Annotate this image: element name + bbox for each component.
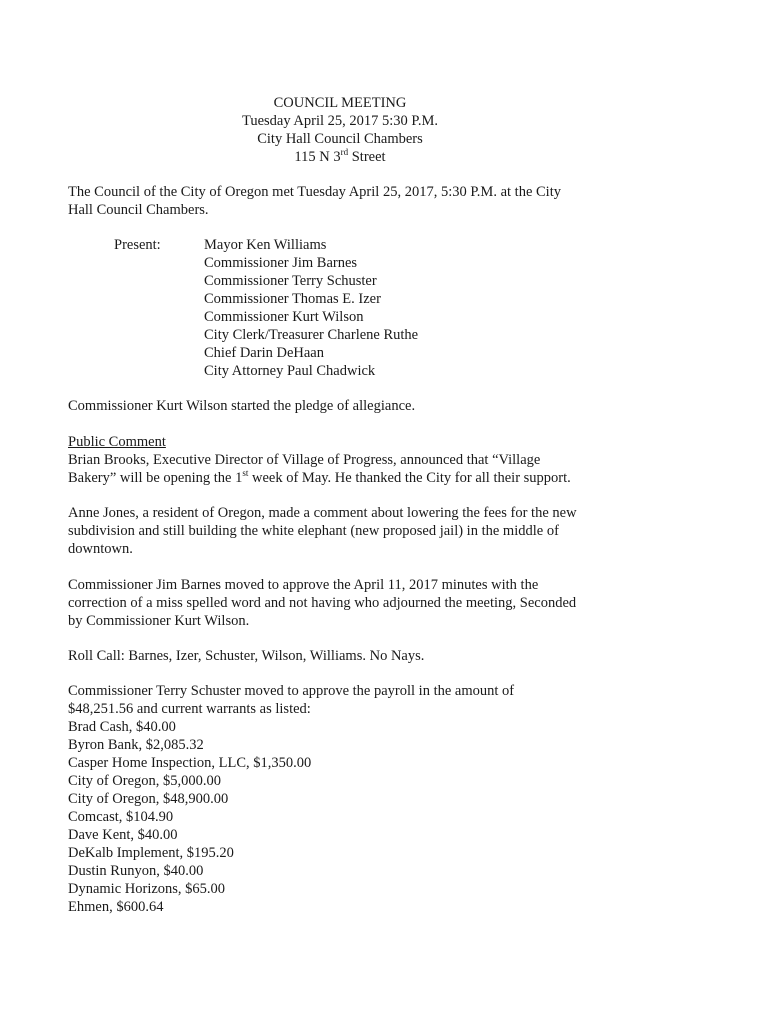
pledge-line: Commissioner Kurt Wilson started the pledge of allegiance. <box>68 398 416 414</box>
warrant-item: Casper Home Inspection, LLC, $1,350.00 <box>68 755 312 771</box>
warrant-item: Dave Kent, $40.00 <box>68 827 178 843</box>
intro-line: The Council of the City of Oregon met Tuesday April 25, 2017, 5:30 P.M. at the City <box>68 184 561 200</box>
warrant-item: City of Oregon, $5,000.00 <box>68 773 222 789</box>
payroll-line: $48,251.56 and current warrants as listed: <box>68 701 311 717</box>
address-main: 115 N 3 <box>294 149 341 165</box>
roll-call-paragraph <box>68 647 628 665</box>
resident-comment-paragraph <box>68 504 628 558</box>
intro-line: Hall Council Chambers. <box>68 202 209 218</box>
minutes-motion-paragraph <box>68 576 628 630</box>
comment-text: Bakery” will be opening the 1 <box>68 470 243 486</box>
present-member: Mayor Ken Williams <box>204 237 327 253</box>
motion-line: Commissioner Jim Barnes moved to approve the April 11, 2017 minutes with the <box>68 577 539 593</box>
warrant-item: Brad Cash, $40.00 <box>68 719 176 735</box>
meeting-location: City Hall Council Chambers <box>257 131 423 147</box>
comment-line <box>68 469 628 487</box>
public-comment-section <box>68 433 628 487</box>
present-member: Commissioner Kurt Wilson <box>204 309 364 325</box>
present-member: Chief Darin DeHaan <box>204 345 324 361</box>
address-superscript: rd <box>340 147 349 157</box>
comment-text: week of May. He thanked the City for all their support. <box>248 470 571 486</box>
meeting-header <box>68 94 612 166</box>
comment-line: downtown. <box>68 541 133 557</box>
roll-call-line: Roll Call: Barnes, Izer, Schuster, Wilson, Williams. No Nays. <box>68 648 425 664</box>
present-label: Present: <box>114 237 161 253</box>
pledge-paragraph <box>68 397 628 415</box>
motion-line: correction of a miss spelled word and not having who adjourned the meeting, Seconded <box>68 595 577 611</box>
meeting-datetime: Tuesday April 25, 2017 5:30 P.M. <box>241 113 439 129</box>
comment-line: Brian Brooks, Executive Director of Village of Progress, announced that “Village <box>68 452 541 468</box>
payroll-line: Commissioner Terry Schuster moved to approve the payroll in the amount of <box>68 683 515 699</box>
warrant-item: Comcast, $104.90 <box>68 809 174 825</box>
comment-line: Anne Jones, a resident of Oregon, made a comment about lowering the fees for the new <box>68 505 577 521</box>
warrant-item: DeKalb Implement, $195.20 <box>68 845 234 861</box>
present-list <box>204 236 418 380</box>
present-member: City Attorney Paul Chadwick <box>204 363 376 379</box>
warrant-item: Dustin Runyon, $40.00 <box>68 863 204 879</box>
present-member: Commissioner Terry Schuster <box>204 273 377 289</box>
warrant-item: Dynamic Horizons, $65.00 <box>68 881 226 897</box>
warrant-item: City of Oregon, $48,900.00 <box>68 791 229 807</box>
payroll-motion-paragraph <box>68 682 628 916</box>
intro-paragraph <box>68 183 628 219</box>
motion-line: by Commissioner Kurt Wilson. <box>68 613 250 629</box>
warrant-item: Byron Bank, $2,085.32 <box>68 737 204 753</box>
public-comment-heading: Public Comment <box>68 434 166 450</box>
ordinal-superscript: st <box>242 468 249 478</box>
warrant-item: Ehmen, $600.64 <box>68 899 164 915</box>
present-member: Commissioner Thomas E. Izer <box>204 291 381 307</box>
present-member: Commissioner Jim Barnes <box>204 255 358 271</box>
comment-line: subdivision and still building the white elephant (new proposed jail) in the middle of <box>68 523 559 539</box>
meeting-address <box>68 148 612 166</box>
meeting-title: COUNCIL MEETING <box>273 95 407 111</box>
present-member: City Clerk/Treasurer Charlene Ruthe <box>204 327 419 343</box>
address-street: Street <box>348 149 386 165</box>
